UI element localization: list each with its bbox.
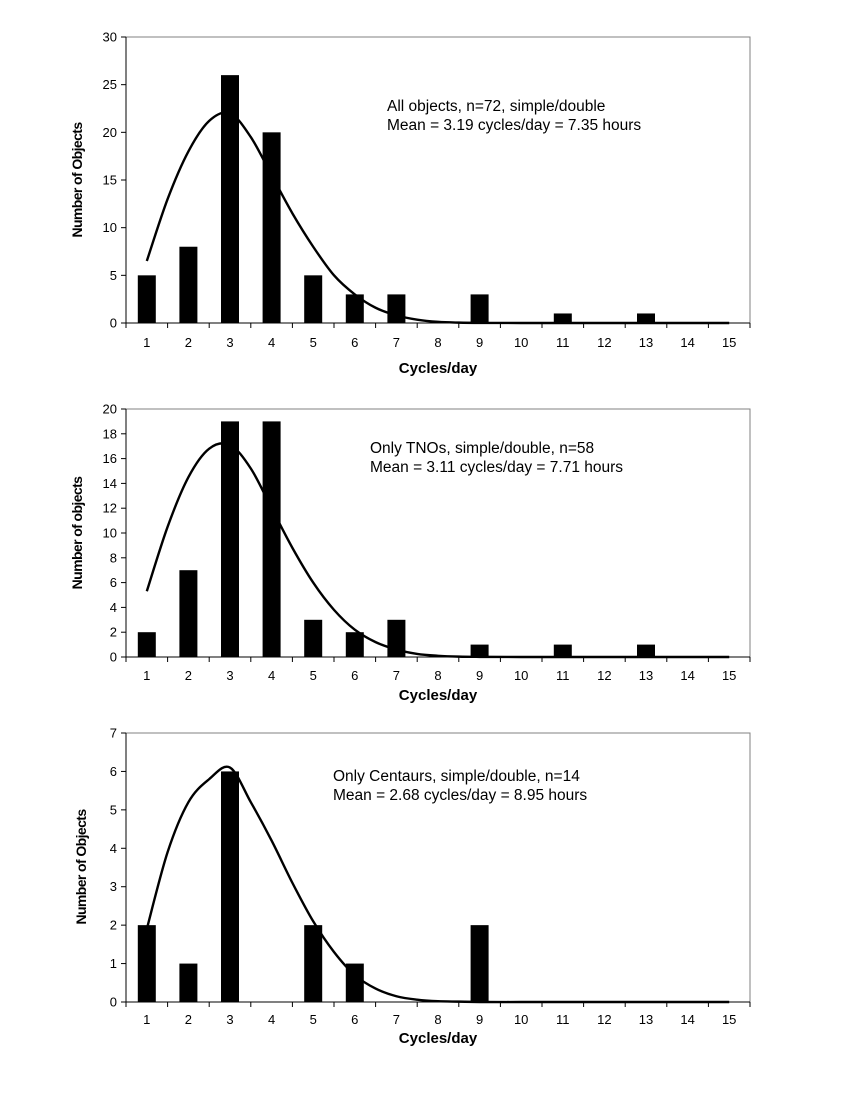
y-tick-label: 8	[109, 550, 117, 566]
y-tick-label: 14	[102, 475, 117, 491]
x-tick-label: 2	[184, 335, 193, 350]
x-tick-label: 15	[721, 668, 737, 683]
chart-panel-tnos	[69, 402, 750, 705]
x-tick-label: 9	[475, 668, 484, 683]
x-tick-label: 8	[434, 1012, 442, 1027]
y-tick-label: 10	[102, 525, 117, 541]
x-tick-label: 11	[556, 668, 570, 683]
histogram-bar-3	[221, 421, 239, 657]
x-tick-label: 15	[721, 1012, 737, 1027]
x-tick-label: 13	[638, 668, 654, 683]
x-tick-label: 2	[184, 668, 193, 683]
x-tick-label: 6	[351, 668, 359, 683]
x-tick-label: 7	[392, 1012, 401, 1027]
annotation-line-1: Only Centaurs, simple/double, n=14	[333, 768, 580, 785]
histogram-bar-9	[471, 925, 489, 1002]
x-tick-label: 9	[475, 335, 484, 350]
y-tick-label: 0	[109, 994, 117, 1010]
histogram-bar-2	[179, 570, 197, 657]
annotation-line-2: Mean = 2.68 cycles/day = 8.95 hours	[333, 787, 588, 804]
annotation-line-2: Mean = 3.11 cycles/day = 7.71 hours	[370, 459, 624, 476]
y-tick-label: 0	[109, 649, 117, 665]
x-axis-title: Cycles/day	[398, 687, 478, 704]
histogram-bar-11	[554, 313, 572, 323]
x-tick-label: 8	[434, 335, 442, 350]
histogram-bar-9	[471, 294, 489, 323]
histogram-bar-5	[304, 925, 322, 1002]
x-tick-label: 6	[351, 1012, 359, 1027]
y-tick-label: 20	[102, 124, 117, 140]
x-tick-label: 13	[638, 1012, 654, 1027]
y-tick-label: 5	[109, 802, 117, 818]
annotation-line-1: Only TNOs, simple/double, n=58	[370, 440, 595, 457]
chart-panel-centaurs	[73, 726, 750, 1048]
y-tick-label: 25	[102, 77, 117, 93]
y-axis-title: Number of objects	[69, 476, 85, 590]
y-tick-label: 4	[109, 599, 117, 615]
x-tick-label: 3	[226, 668, 234, 683]
histogram-bar-9	[471, 645, 489, 657]
x-tick-label: 8	[434, 668, 442, 683]
histogram-bar-4	[263, 421, 281, 657]
y-tick-label: 6	[109, 575, 117, 591]
histogram-bar-5	[304, 275, 322, 323]
histogram-bar-5	[304, 620, 322, 657]
x-tick-label: 12	[597, 1012, 612, 1027]
annotation-line-2: Mean = 3.19 cycles/day = 7.35 hours	[387, 117, 642, 134]
y-tick-label: 1	[109, 956, 117, 972]
histogram-bar-2	[179, 964, 197, 1002]
x-tick-label: 7	[392, 668, 401, 683]
y-tick-label: 6	[109, 763, 117, 779]
histogram-bar-13	[637, 313, 655, 323]
histogram-bar-6	[346, 632, 364, 657]
x-tick-label: 14	[680, 335, 695, 350]
y-tick-label: 20	[102, 401, 117, 417]
x-tick-label: 5	[309, 1012, 317, 1027]
y-tick-label: 4	[109, 840, 117, 856]
x-tick-label: 11	[556, 335, 570, 350]
plot-area-frame	[126, 37, 750, 323]
x-tick-label: 4	[267, 1012, 276, 1027]
y-tick-label: 5	[109, 267, 117, 283]
y-axis-title: Number of Objects	[69, 122, 85, 238]
x-tick-label: 15	[721, 335, 737, 350]
x-tick-label: 10	[513, 335, 529, 350]
y-tick-label: 16	[102, 451, 117, 467]
x-tick-label: 9	[475, 1012, 484, 1027]
y-tick-label: 12	[102, 500, 117, 516]
histogram-bar-7	[387, 294, 405, 323]
x-tick-label: 3	[226, 1012, 234, 1027]
x-tick-label: 2	[184, 1012, 193, 1027]
histogram-bar-2	[179, 247, 197, 323]
annotation-line-1: All objects, n=72, simple/double	[387, 98, 606, 115]
histogram-bar-1	[138, 632, 156, 657]
y-tick-label: 2	[109, 917, 117, 933]
x-tick-label: 4	[267, 668, 276, 683]
x-tick-label: 7	[392, 335, 401, 350]
x-tick-label: 1	[143, 1012, 151, 1027]
x-tick-label: 5	[309, 335, 317, 350]
x-tick-label: 3	[226, 335, 234, 350]
y-tick-label: 10	[102, 220, 117, 236]
histogram-bar-13	[637, 645, 655, 657]
x-tick-label: 14	[680, 668, 695, 683]
y-tick-label: 0	[109, 315, 117, 331]
x-tick-label: 6	[351, 335, 359, 350]
chart-panel-all-objects	[69, 30, 750, 378]
histogram-bar-1	[138, 275, 156, 323]
y-tick-label: 3	[109, 879, 117, 895]
x-tick-label: 11	[556, 1012, 570, 1027]
x-axis-title: Cycles/day	[398, 1030, 478, 1047]
x-tick-label: 14	[680, 1012, 695, 1027]
x-tick-label: 13	[638, 335, 654, 350]
x-tick-label: 5	[309, 668, 317, 683]
histogram-bar-1	[138, 925, 156, 1002]
y-axis-title: Number of Objects	[73, 809, 89, 925]
y-tick-label: 18	[102, 426, 117, 442]
histogram-bar-11	[554, 645, 572, 657]
histogram-bar-3	[221, 771, 239, 1002]
y-tick-label: 2	[109, 624, 117, 640]
y-tick-label: 15	[102, 172, 117, 188]
x-tick-label: 10	[513, 668, 529, 683]
x-tick-label: 4	[267, 335, 276, 350]
x-tick-label: 1	[143, 335, 151, 350]
x-axis-title: Cycles/day	[398, 360, 478, 377]
x-tick-label: 10	[513, 1012, 529, 1027]
x-tick-label: 12	[597, 668, 612, 683]
y-tick-label: 7	[109, 725, 117, 741]
y-tick-label: 30	[102, 29, 117, 45]
x-tick-label: 1	[143, 668, 151, 683]
x-tick-label: 12	[597, 335, 612, 350]
